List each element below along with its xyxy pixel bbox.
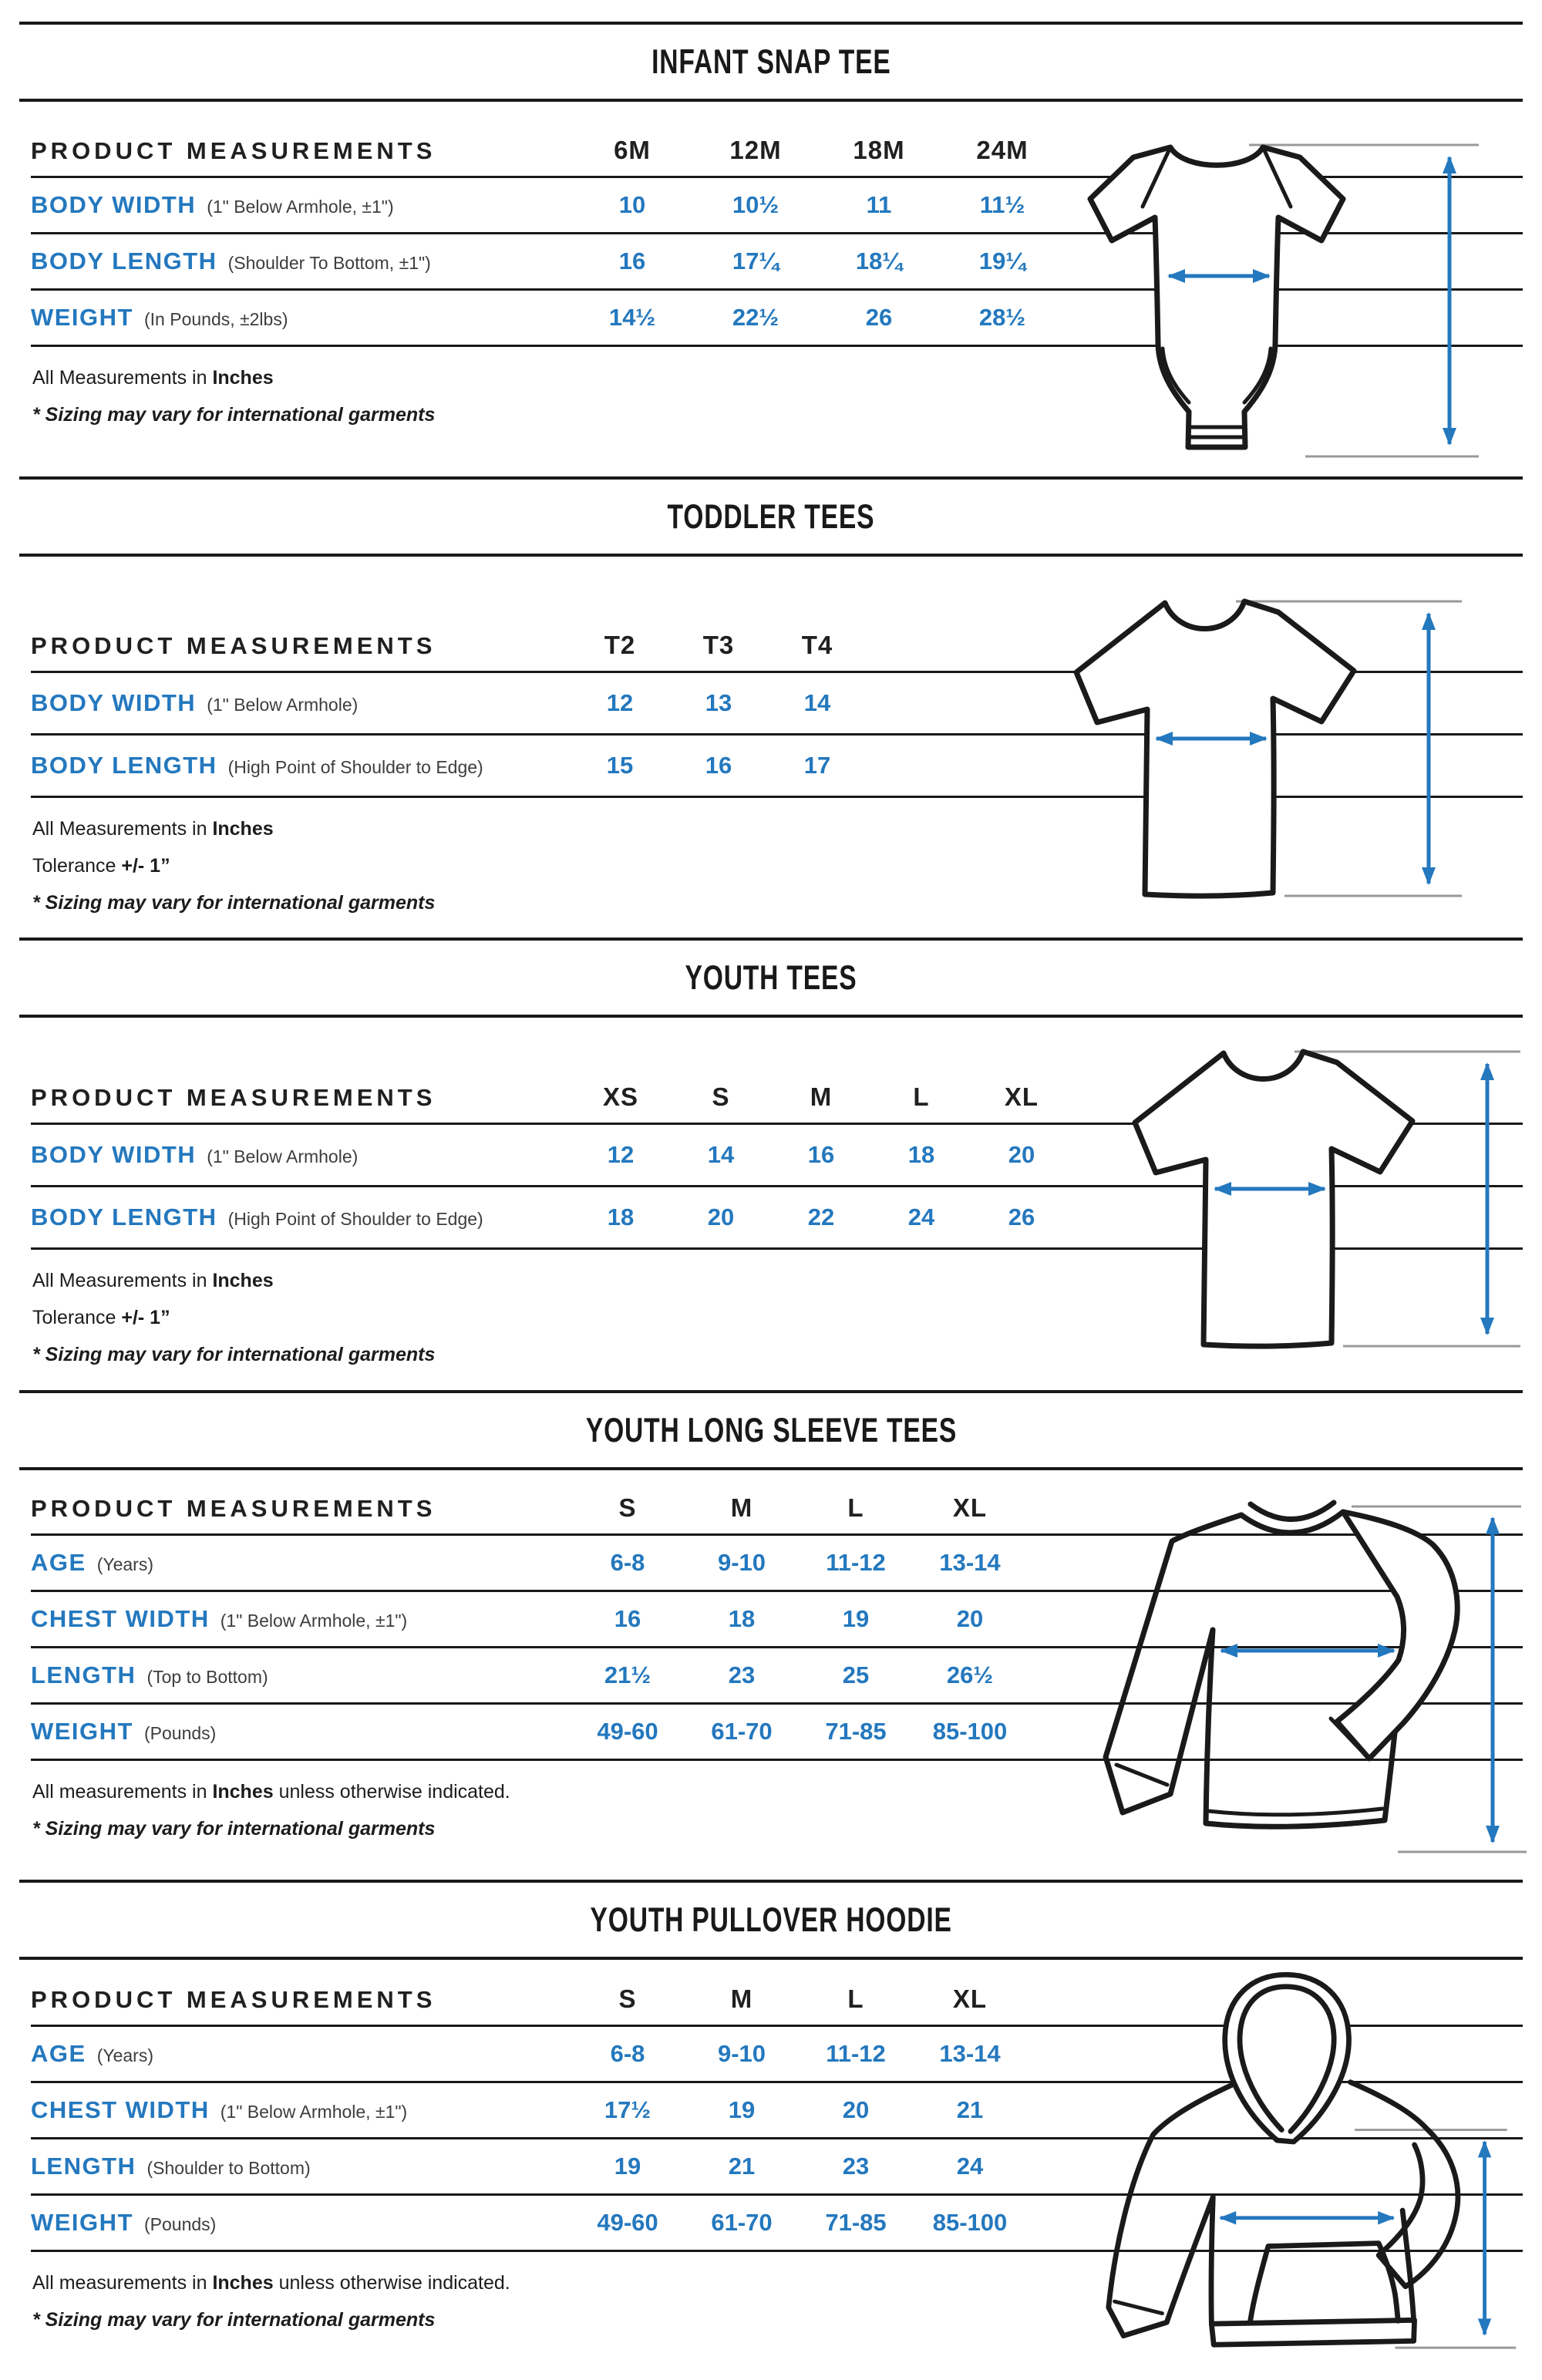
section-title-band (19, 1880, 1523, 1960)
footnote-text: Tolerance (32, 855, 122, 877)
measurement-value: 14 (803, 689, 831, 716)
size-column-header: S (618, 1493, 637, 1522)
row-label-cell (31, 752, 571, 779)
footnote-text: All Measurements in (32, 367, 213, 389)
footnote-text: * Sizing may vary for international garments (32, 1344, 436, 1365)
garment-illustration (1039, 563, 1471, 929)
footnote-text: All measurements in (32, 2272, 213, 2294)
tee-illustration (1098, 1013, 1530, 1375)
measurement-value: 85-100 (932, 2209, 1008, 2236)
row-label-cell (31, 1141, 571, 1169)
row-label-cell (31, 1549, 571, 1577)
section-title-band (19, 938, 1523, 1018)
row-label-cell (31, 2153, 571, 2180)
row-label-cell (31, 2209, 571, 2237)
measurement-value: 28½ (978, 304, 1026, 331)
row-label: BODY WIDTH (31, 689, 197, 716)
row-label: AGE (31, 2040, 86, 2067)
row-label: LENGTH (31, 1661, 136, 1688)
section-title-band (19, 476, 1523, 557)
footnote-text: * Sizing may vary for international garments (32, 404, 436, 426)
footnote-text: Inches (212, 367, 274, 389)
size-column-header: XS (602, 1082, 639, 1111)
measurement-value: 49-60 (597, 2209, 658, 2236)
measurement-value: 12 (606, 689, 634, 716)
section-title: INFANT SNAP TEE (651, 42, 891, 81)
measurement-value: 9-10 (717, 1549, 766, 1576)
table-header-label: PRODUCT MEASUREMENTS (31, 1986, 436, 2013)
tee-outline (1135, 1052, 1412, 1346)
row-label-cell (31, 2040, 571, 2068)
measurement-value: 11-12 (826, 1549, 886, 1576)
kangaroo-pocket (1251, 2244, 1399, 2321)
row-label: AGE (31, 1549, 86, 1576)
measurement-value: 18 (728, 1605, 756, 1632)
size-column-header: 18M (853, 136, 905, 164)
row-note: (1" Below Armhole) (207, 1146, 359, 1166)
section-title-band (19, 1390, 1523, 1470)
row-label-cell (31, 689, 571, 717)
measurement-value: 19 (842, 1605, 870, 1632)
measurement-value: 11 (866, 191, 892, 218)
section-infant-snap-tee (0, 22, 1542, 476)
measurement-value: 14 (707, 1141, 735, 1168)
footnote-text: Tolerance (32, 1307, 122, 1328)
size-column-header: S (712, 1082, 730, 1111)
row-note: (1" Below Armhole, ±1") (220, 1611, 408, 1631)
measurement-value: 12 (607, 1141, 635, 1168)
footnote-text: unless otherwise indicated. (273, 1781, 510, 1803)
measurement-value: 24 (907, 1203, 935, 1230)
size-column-header: T4 (801, 631, 833, 659)
row-label: BODY LENGTH (31, 247, 217, 274)
row-label-cell (31, 2096, 571, 2124)
row-label-cell (31, 304, 571, 332)
section-youth-long-sleeve-tees (0, 1390, 1542, 1880)
long-sleeve-tee-illustration (1055, 1464, 1533, 1865)
waistband (1211, 2320, 1414, 2345)
footnote-text: +/- 1” (121, 1307, 170, 1328)
measurement-value: 11½ (979, 191, 1025, 218)
garment-illustration (1055, 1464, 1533, 1869)
size-column-header: T2 (604, 631, 636, 659)
footnote-text: All Measurements in (32, 818, 213, 840)
size-column-header: 6M (614, 136, 651, 164)
bent-arm (1337, 1512, 1457, 1759)
measurement-value: 13-14 (939, 2040, 1001, 2067)
section-title: TODDLER TEES (667, 497, 875, 536)
measurement-value: 13 (705, 689, 732, 716)
row-label-cell (31, 191, 571, 219)
table-header-label: PRODUCT MEASUREMENTS (31, 1084, 436, 1111)
row-note: (Top to Bottom) (146, 1667, 268, 1687)
footnote-text: unless otherwise indicated. (273, 2272, 510, 2294)
measurement-value: 9-10 (717, 2040, 766, 2067)
measurement-value: 20 (707, 1203, 735, 1230)
footnote-text: Inches (212, 2272, 274, 2294)
section-title: YOUTH TEES (685, 958, 857, 997)
row-label-cell (31, 1203, 571, 1231)
measurement-value: 10 (618, 191, 646, 218)
row-label: BODY LENGTH (31, 752, 217, 779)
measurement-value: 13-14 (939, 1549, 1001, 1576)
cuff-lines (1116, 1719, 1362, 1785)
tee-outline (1076, 601, 1354, 896)
row-note: (High Point of Shoulder to Edge) (227, 1209, 483, 1229)
footnote-text: All measurements in (32, 1781, 213, 1803)
measurement-value: 16 (614, 1605, 641, 1632)
row-note: (In Pounds, ±2lbs) (144, 309, 288, 329)
garment-illustration (1055, 113, 1486, 476)
footnote-text: * Sizing may vary for international garments (32, 1818, 436, 1840)
measurement-value: 20 (1008, 1141, 1035, 1168)
row-label-cell (31, 247, 571, 275)
row-note: (Years) (96, 1554, 153, 1574)
measurement-value: 6-8 (610, 2040, 645, 2067)
onesie-illustration (1055, 113, 1486, 475)
size-column-header: L (847, 1493, 864, 1522)
size-column-header: XL (1004, 1082, 1039, 1111)
measurement-value: 19 (728, 2096, 756, 2123)
measurement-value: 16 (705, 752, 732, 779)
measurement-value: 23 (842, 2153, 870, 2180)
size-column-header: L (913, 1082, 930, 1111)
left-sleeve-torso (1109, 2085, 1232, 2335)
measurement-value: 26 (865, 304, 893, 331)
section-title: YOUTH PULLOVER HOODIE (590, 1900, 952, 1939)
measurement-value: 20 (956, 1605, 984, 1632)
size-column-header: L (847, 1984, 864, 2013)
row-note: (1" Below Armhole, ±1") (207, 197, 394, 217)
measurement-value: 85-100 (932, 1718, 1008, 1745)
measurement-value: 17¼ (732, 247, 779, 274)
measurement-value: 20 (842, 2096, 870, 2123)
row-note: (Pounds) (144, 2214, 217, 2234)
measurement-value: 21 (728, 2153, 756, 2180)
row-note: (1" Below Armhole) (207, 695, 359, 715)
measurement-value: 71-85 (825, 2209, 887, 2236)
measurement-value: 6-8 (610, 1549, 645, 1576)
row-note: (High Point of Shoulder to Edge) (227, 757, 483, 777)
measurement-value: 61-70 (711, 1718, 773, 1745)
measurement-value: 25 (842, 1661, 870, 1688)
section-toddler-tees (0, 476, 1542, 938)
row-label: BODY WIDTH (31, 1141, 197, 1168)
footnote-text: +/- 1” (121, 855, 170, 877)
measurement-value: 19¼ (978, 247, 1026, 274)
measurement-value: 18 (907, 1141, 935, 1168)
tee-illustration (1039, 563, 1471, 925)
row-label: WEIGHT (31, 2209, 133, 2236)
right-sleeve (1350, 2082, 1458, 2287)
row-label-cell (31, 1661, 571, 1689)
onesie-outline (1090, 147, 1343, 447)
footnote-text: * Sizing may vary for international garments (32, 892, 436, 914)
row-label-cell (31, 1605, 571, 1633)
measurement-value: 23 (728, 1661, 756, 1688)
measurement-value: 26½ (946, 1661, 994, 1688)
size-column-header: T3 (702, 631, 735, 659)
row-note: (Years) (96, 2045, 153, 2065)
row-note: (Shoulder To Bottom, ±1") (227, 253, 431, 273)
row-label: CHEST WIDTH (31, 2096, 210, 2123)
garment-illustration (1058, 1957, 1520, 2378)
measurement-value: 49-60 (597, 1718, 658, 1745)
measurement-value: 16 (807, 1141, 835, 1168)
footnote-text: Inches (212, 1781, 274, 1803)
row-label: WEIGHT (31, 1718, 133, 1745)
row-label-cell (31, 1718, 571, 1745)
hem-line (1208, 1809, 1382, 1815)
section-youth-tees (0, 938, 1542, 1390)
measurement-value: 11-12 (826, 2040, 886, 2067)
size-column-header: M (730, 1984, 753, 2013)
row-label: BODY LENGTH (31, 1203, 217, 1230)
measurement-value: 10½ (732, 191, 779, 218)
size-column-header: M (810, 1082, 833, 1111)
measurement-value: 21 (956, 2096, 984, 2123)
table-header-label: PRODUCT MEASUREMENTS (31, 137, 436, 164)
measurement-value: 18 (607, 1203, 635, 1230)
footnote-text: * Sizing may vary for international garments (32, 2309, 436, 2331)
measurement-value: 22 (807, 1203, 835, 1230)
measurement-value: 19 (614, 2153, 641, 2180)
row-note: (Shoulder to Bottom) (146, 2158, 311, 2178)
hoodie-illustration (1058, 1957, 1520, 2375)
measurement-value: 24 (956, 2153, 984, 2180)
size-column-header: S (618, 1984, 637, 2013)
size-column-header: 24M (976, 136, 1029, 164)
collar-lines (1241, 1503, 1343, 1533)
measurement-value: 22½ (732, 304, 779, 331)
row-label: CHEST WIDTH (31, 1605, 210, 1632)
footnote-text: Inches (212, 1270, 274, 1291)
measurement-value: 18¼ (855, 247, 903, 274)
measurement-value: 15 (606, 752, 634, 779)
measurement-value: 61-70 (711, 2209, 773, 2236)
cuff-line (1115, 2301, 1163, 2313)
size-column-header: XL (952, 1984, 988, 2013)
footnote-text: Inches (212, 818, 274, 840)
size-column-header: XL (952, 1493, 988, 1522)
measurement-value: 14½ (608, 304, 656, 331)
footnote-text: All Measurements in (32, 1270, 213, 1291)
measurement-value: 26 (1008, 1203, 1035, 1230)
measurement-value: 17½ (604, 2096, 651, 2123)
table-header-label: PRODUCT MEASUREMENTS (31, 632, 436, 659)
row-label: LENGTH (31, 2153, 136, 2180)
size-column-header: M (730, 1493, 753, 1522)
row-label: BODY WIDTH (31, 191, 197, 218)
row-label: WEIGHT (31, 304, 133, 331)
measurement-value: 71-85 (825, 1718, 887, 1745)
table-header-label: PRODUCT MEASUREMENTS (31, 1495, 436, 1522)
garment-illustration (1098, 1013, 1530, 1379)
section-title: YOUTH LONG SLEEVE TEES (585, 1410, 957, 1449)
size-column-header: 12M (729, 136, 782, 164)
measurement-value: 16 (618, 247, 646, 274)
section-youth-pullover-hoodie (0, 1880, 1542, 2378)
measurement-value: 21½ (604, 1661, 651, 1688)
row-note: (Pounds) (144, 1723, 217, 1743)
measurement-value: 17 (803, 752, 831, 779)
section-title-band (19, 22, 1523, 102)
row-note: (1" Below Armhole, ±1") (220, 2102, 408, 2122)
